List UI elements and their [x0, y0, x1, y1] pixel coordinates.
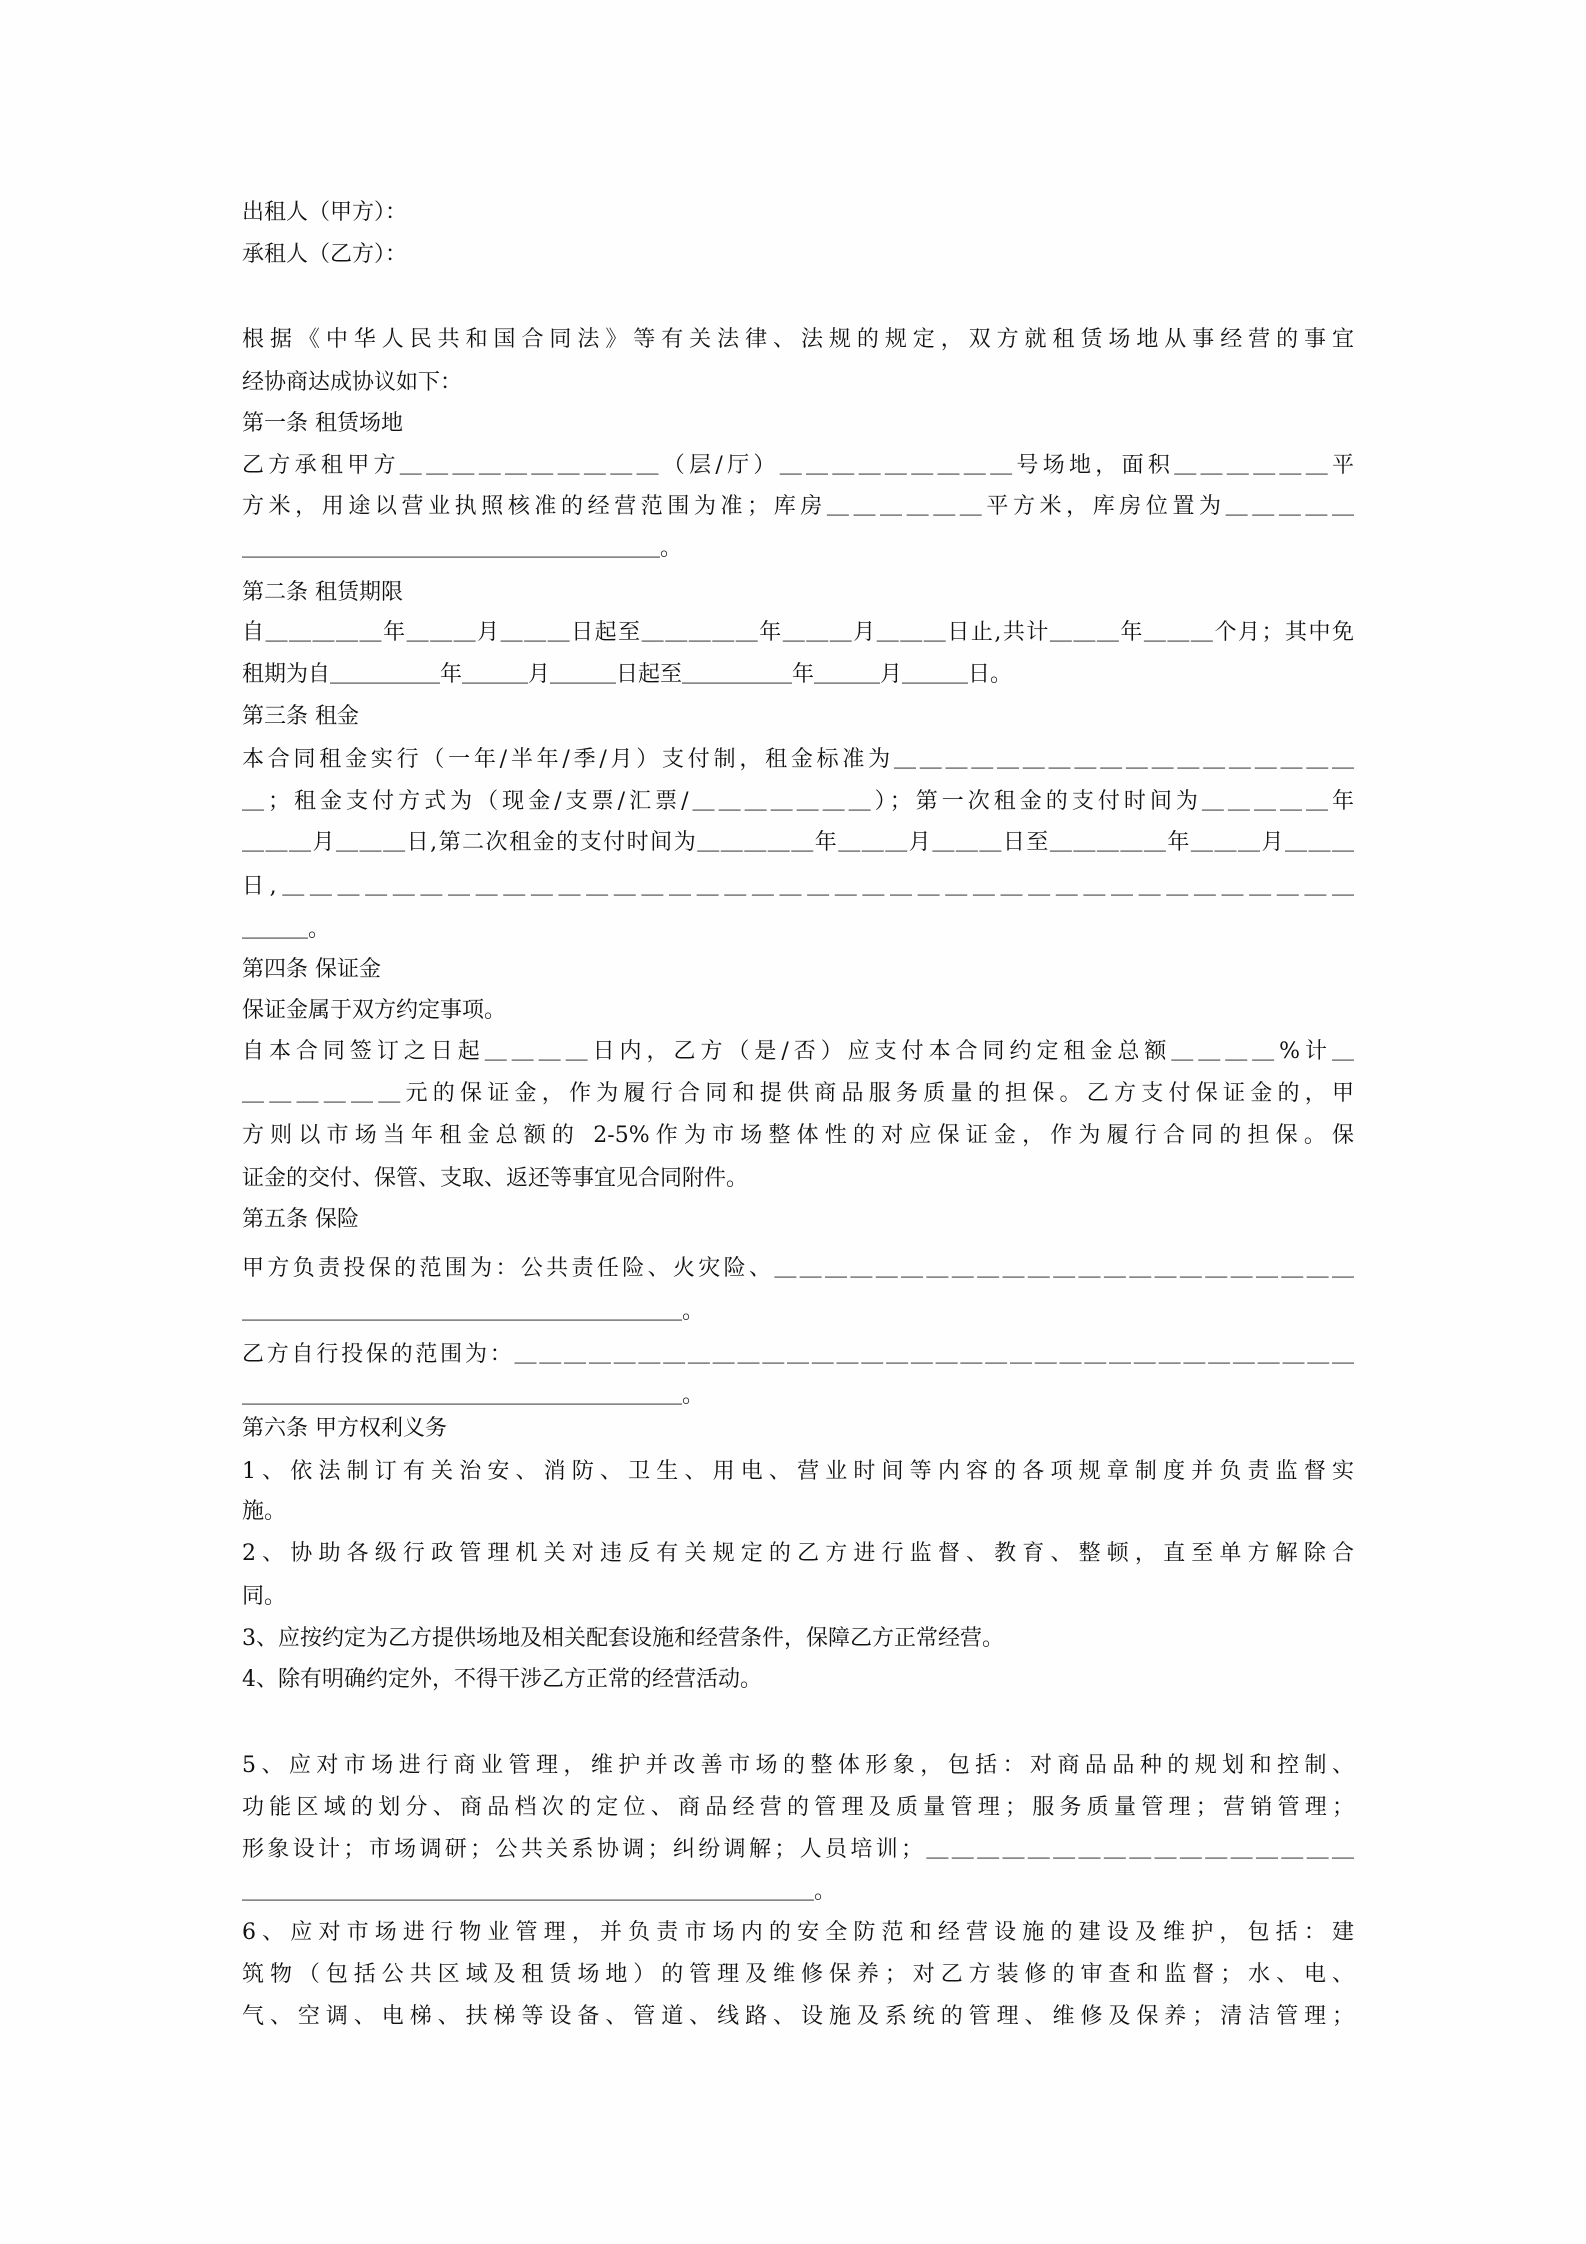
article-2-line: 自＿＿＿＿＿年＿＿＿月＿＿＿日起至＿＿＿＿＿年＿＿＿月＿＿＿日止,共计＿＿＿年＿＿＿个月；其中免: [242, 620, 1354, 645]
article-3-line: ＿＿＿月＿＿＿日,第二次租金的支付时间为＿＿＿＿＿年＿＿＿月＿＿＿日至＿＿＿＿＿年＿＿＿月＿＿＿: [242, 830, 1354, 855]
article-2-title: 第二条 租赁期限: [242, 580, 403, 605]
article-6-line: 功能区域的划分、商品档次的定位、商品经营的管理及质量管理；服务质量管理；营销管理；: [242, 1795, 1354, 1820]
article-4-title: 第四条 保证金: [242, 957, 381, 982]
article-6-line: ＿＿＿＿＿＿＿＿＿＿＿＿＿＿＿＿＿＿＿＿＿＿＿＿＿＿。: [242, 1879, 837, 1904]
article-3-title: 第三条 租金: [242, 704, 359, 729]
article-3-line: 日,＿＿＿＿＿＿＿＿＿＿＿＿＿＿＿＿＿＿＿＿＿＿＿＿＿＿＿＿＿＿＿＿＿＿＿＿＿＿＿: [242, 874, 1354, 899]
article-6-line: 形象设计；市场调研；公共关系协调；纠纷调解；人员培训；＿＿＿＿＿＿＿＿＿＿＿＿＿＿＿＿＿: [242, 1837, 1354, 1862]
article-3-line: ＿＿＿。: [242, 917, 331, 942]
article-4-line: 方则以市场当年租金总额的 2-5%作为市场整体性的对应保证金，作为履行合同的担保。保: [242, 1123, 1354, 1148]
article-4-line: 自本合同签订之日起＿＿＿＿日内，乙方（是/否）应支付本合同约定租金总额＿＿＿＿%计＿: [242, 1039, 1354, 1064]
article-4-line: ＿＿＿＿＿＿元的保证金，作为履行合同和提供商品服务质量的担保。乙方支付保证金的，甲: [242, 1081, 1354, 1106]
article-6-line: 6、应对市场进行物业管理，并负责市场内的安全防范和经营设施的建设及维护，包括：建: [242, 1920, 1354, 1945]
article-1-title: 第一条 租赁场地: [242, 411, 403, 436]
article-5-title: 第五条 保险: [242, 1207, 359, 1232]
preamble-line: 根据《中华人民共和国合同法》等有关法律、法规的规定，双方就租赁场地从事经营的事宜: [242, 327, 1354, 352]
lessor-line: 出租人（甲方）：: [242, 200, 408, 225]
article-6-line: 施。: [242, 1499, 287, 1524]
article-2-line: 租期为自＿＿＿＿＿年＿＿＿月＿＿＿日起至＿＿＿＿＿年＿＿＿月＿＿＿日。: [242, 662, 1013, 687]
article-3-line: ＿；租金支付方式为（现金/支票/汇票/＿＿＿＿＿＿＿）；第一次租金的支付时间为＿＿＿＿＿年: [242, 789, 1354, 814]
article-6-title: 第六条 甲方权利义务: [242, 1416, 447, 1441]
article-6-line: 4、除有明确约定外，不得干涉乙方正常的经营活动。: [242, 1667, 762, 1692]
article-3-line: 本合同租金实行（一年/半年/季/月）支付制，租金标准为＿＿＿＿＿＿＿＿＿＿＿＿＿＿＿＿＿＿: [242, 747, 1354, 772]
article-5-line: ＿＿＿＿＿＿＿＿＿＿＿＿＿＿＿＿＿＿＿＿。: [242, 1299, 705, 1324]
article-4-line: 证金的交付、保管、支取、返还等事宜见合同附件。: [242, 1166, 749, 1191]
article-6-line: 筑物（包括公共区域及租赁场地）的管理及维修保养；对乙方装修的审查和监督；水、电、: [242, 1962, 1354, 1987]
article-6-line: 1、依法制订有关治安、消防、卫生、用电、营业时间等内容的各项规章制度并负责监督实: [242, 1459, 1354, 1484]
article-5-line: 乙方自行投保的范围为：＿＿＿＿＿＿＿＿＿＿＿＿＿＿＿＿＿＿＿＿＿＿＿＿＿＿＿＿＿＿＿＿＿＿: [242, 1342, 1354, 1367]
article-5-line: 甲方负责投保的范围为：公共责任险、火灾险、＿＿＿＿＿＿＿＿＿＿＿＿＿＿＿＿＿＿＿＿＿＿＿: [242, 1256, 1354, 1281]
article-6-line: 5、应对市场进行商业管理，维护并改善市场的整体形象，包括：对商品品种的规划和控制、: [242, 1753, 1354, 1778]
preamble-line: 经协商达成协议如下：: [242, 370, 463, 395]
article-6-line: 3、应按约定为乙方提供场地及相关配套设施和经营条件，保障乙方正常经营。: [242, 1626, 1004, 1651]
article-1-line: 方米，用途以营业执照核准的经营范围为准；库房＿＿＿＿＿＿平方米，库房位置为＿＿＿＿＿: [242, 494, 1354, 519]
article-6-line: 同。: [242, 1584, 287, 1609]
article-1-line: 乙方承租甲方＿＿＿＿＿＿＿＿＿＿（层/厅）＿＿＿＿＿＿＿＿＿号场地，面积＿＿＿＿＿＿平: [242, 453, 1354, 478]
article-6-line: 2、协助各级行政管理机关对违反有关规定的乙方进行监督、教育、整顿，直至单方解除合: [242, 1541, 1354, 1566]
article-6-line: 气、空调、电梯、扶梯等设备、管道、线路、设施及系统的管理、维修及保养；清洁管理；: [242, 2004, 1354, 2029]
article-5-line: ＿＿＿＿＿＿＿＿＿＿＿＿＿＿＿＿＿＿＿＿。: [242, 1383, 705, 1408]
article-1-line: ＿＿＿＿＿＿＿＿＿＿＿＿＿＿＿＿＿＿＿。: [242, 536, 683, 561]
article-4-line: 保证金属于双方约定事项。: [242, 998, 507, 1023]
lessee-line: 承租人（乙方）：: [242, 242, 408, 267]
